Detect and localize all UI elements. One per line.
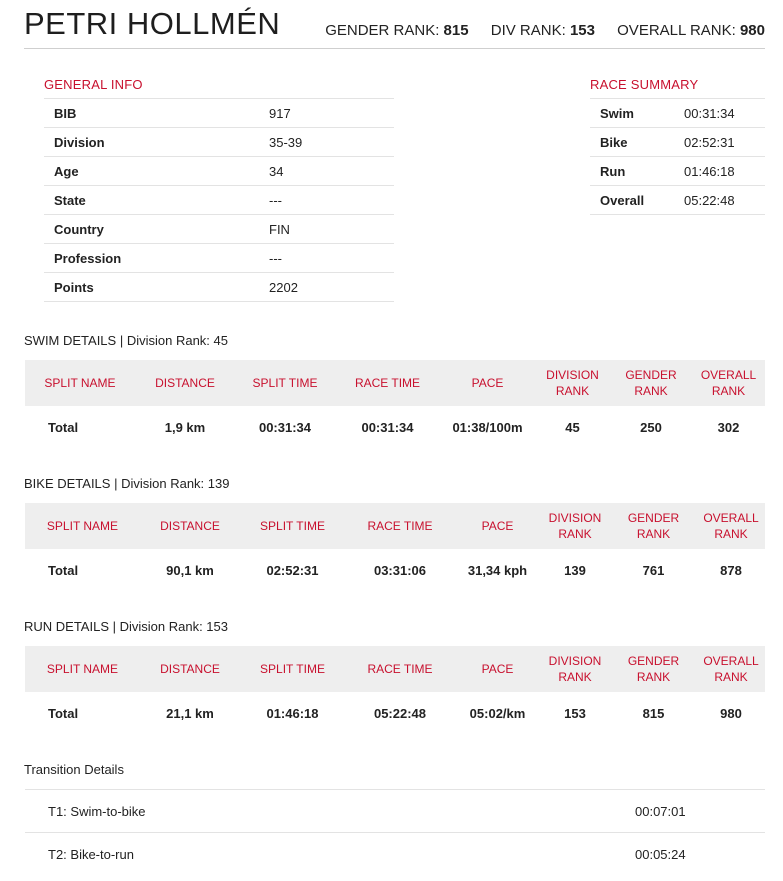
split-name-cell: Total — [48, 419, 79, 435]
race-time-cell: 00:31:34 — [361, 419, 414, 435]
athlete-ranks — [307, 22, 765, 39]
gender-rank-value: 815 — [443, 22, 469, 39]
col-split-time: SPLIT TIME — [252, 376, 318, 390]
col-split-name: SPLIT NAME — [46, 662, 119, 676]
transition-time: 00:05:24 — [635, 833, 765, 876]
info-value: --- — [269, 186, 394, 215]
col-split-name: SPLIT NAME — [46, 519, 119, 533]
header-divider — [24, 48, 765, 49]
overall-rank-value: 980 — [739, 22, 765, 39]
overall-rank-cell: 878 — [720, 562, 742, 578]
pace-cell: 31,34 kph — [467, 562, 528, 578]
info-label: Profession — [44, 244, 269, 273]
summary-value: 05:22:48 — [684, 186, 765, 215]
summary-label: Run — [590, 157, 684, 186]
div-rank-label: DIV RANK: — [490, 22, 566, 39]
race-summary-row — [590, 128, 765, 157]
race-time-cell: 05:22:48 — [373, 705, 427, 721]
col-race-time: RACE TIME — [367, 519, 433, 533]
split-time-cell: 01:46:18 — [266, 705, 319, 721]
col-split-time: SPLIT TIME — [260, 662, 325, 676]
info-label: Age — [44, 157, 269, 186]
distance-cell: 21,1 km — [166, 705, 214, 721]
col-pace: PACE — [471, 376, 504, 390]
info-value: --- — [269, 244, 394, 273]
col-split-time: SPLIT TIME — [260, 519, 325, 533]
transition-details-title: Transition Details — [24, 762, 124, 777]
swim-details-heading: SWIM DETAILS | Division Rank: 45 — [24, 333, 228, 348]
pace-cell: 05:02/km — [469, 705, 526, 721]
info-label: Points — [44, 273, 269, 302]
split-name-cell: Total — [48, 705, 79, 721]
info-value: FIN — [269, 215, 394, 244]
general-info-row — [44, 128, 394, 157]
run-division-rank: Division Rank: 153 — [119, 619, 228, 634]
summary-label: Overall — [590, 186, 684, 215]
general-info-row — [44, 99, 394, 128]
division-rank-cell: 139 — [564, 562, 586, 578]
general-info-row — [44, 244, 394, 273]
info-label: State — [44, 186, 269, 215]
general-info-row — [44, 157, 394, 186]
gender-rank-cell: 250 — [640, 419, 662, 435]
col-distance: DISTANCE — [155, 376, 215, 390]
col-division-rank: DIVISION RANK — [548, 654, 602, 684]
run-split-table — [25, 646, 765, 734]
swim-division-rank: Division Rank: 45 — [126, 333, 228, 348]
athlete-name: PETRI HOLLMÉN — [24, 6, 281, 41]
summary-value: 00:31:34 — [684, 99, 765, 128]
summary-value: 01:46:18 — [684, 157, 765, 186]
bike-details-heading: BIKE DETAILS | Division Rank: 139 — [24, 476, 230, 491]
split-time-cell: 02:52:31 — [266, 562, 319, 578]
summary-label: Swim — [590, 99, 684, 128]
pace-cell: 01:38/100m — [452, 419, 523, 435]
run-details-heading: RUN DETAILS | Division Rank: 153 — [24, 619, 228, 634]
col-division-rank: DIVISION RANK — [546, 368, 599, 398]
run-details-label: RUN DETAILS — [24, 619, 109, 634]
bike-division-rank: Division Rank: 139 — [121, 476, 230, 491]
div-rank-value: 153 — [569, 22, 595, 39]
transition-label: T2: Bike-to-run — [25, 833, 635, 876]
overall-rank — [617, 22, 765, 39]
info-value: 2202 — [269, 273, 394, 302]
race-summary-row — [590, 186, 765, 215]
gender-rank-cell: 815 — [642, 705, 665, 721]
info-value: 35-39 — [269, 128, 394, 157]
table-row — [25, 549, 765, 591]
col-split-name: SPLIT NAME — [44, 376, 116, 390]
col-division-rank: DIVISION RANK — [548, 511, 602, 541]
gender-rank-cell: 761 — [642, 562, 665, 578]
gender-rank-label: GENDER RANK: — [325, 22, 440, 39]
bike-split-table — [25, 503, 765, 591]
split-name-cell: Total — [48, 562, 79, 578]
col-overall-rank: OVERALL RANK — [703, 654, 759, 684]
transition-time: 00:07:01 — [635, 790, 765, 833]
general-info-title: GENERAL INFO — [44, 77, 143, 92]
overall-rank-cell: 302 — [717, 419, 740, 435]
col-distance: DISTANCE — [160, 662, 220, 676]
summary-label: Bike — [590, 128, 684, 157]
swim-split-table — [25, 360, 765, 448]
summary-value: 02:52:31 — [684, 128, 765, 157]
gender-rank — [325, 22, 468, 39]
division-rank-cell: 153 — [564, 705, 586, 721]
overall-rank-cell: 980 — [720, 705, 742, 721]
table-row — [25, 692, 765, 734]
race-summary-table — [590, 98, 765, 215]
swim-details-label: SWIM DETAILS — [24, 333, 117, 348]
split-header-row — [25, 360, 765, 406]
division-rank-cell: 45 — [565, 419, 580, 435]
general-info-row — [44, 215, 394, 244]
split-header-row — [25, 646, 765, 692]
col-race-time: RACE TIME — [354, 376, 421, 390]
distance-cell: 1,9 km — [164, 419, 206, 435]
div-rank — [491, 22, 595, 39]
distance-cell: 90,1 km — [166, 562, 214, 578]
transition-row — [25, 790, 765, 833]
split-header-row — [25, 503, 765, 549]
info-value: 34 — [269, 157, 394, 186]
info-label: Country — [44, 215, 269, 244]
col-overall-rank: OVERALL RANK — [700, 368, 757, 398]
general-info-table — [44, 98, 394, 302]
col-overall-rank: OVERALL RANK — [703, 511, 759, 541]
bike-details-label: BIKE DETAILS — [24, 476, 111, 491]
general-info-row — [44, 273, 394, 302]
transition-label: T1: Swim-to-bike — [25, 790, 635, 833]
col-gender-rank: GENDER RANK — [627, 654, 680, 684]
race-summary-row — [590, 99, 765, 128]
col-gender-rank: GENDER RANK — [625, 368, 677, 398]
col-pace: PACE — [481, 662, 514, 676]
info-label: BIB — [44, 99, 269, 128]
race-time-cell: 03:31:06 — [373, 562, 427, 578]
general-info-row — [44, 186, 394, 215]
overall-rank-label: OVERALL RANK: — [617, 22, 736, 39]
table-row — [25, 406, 765, 448]
info-value: 917 — [269, 99, 394, 128]
transition-row — [25, 833, 765, 876]
col-race-time: RACE TIME — [367, 662, 433, 676]
col-distance: DISTANCE — [160, 519, 220, 533]
split-time-cell: 00:31:34 — [258, 419, 312, 435]
race-summary-row — [590, 157, 765, 186]
race-summary-title: RACE SUMMARY — [590, 77, 699, 92]
col-gender-rank: GENDER RANK — [627, 511, 680, 541]
col-pace: PACE — [481, 519, 514, 533]
transition-table — [25, 789, 765, 875]
info-label: Division — [44, 128, 269, 157]
